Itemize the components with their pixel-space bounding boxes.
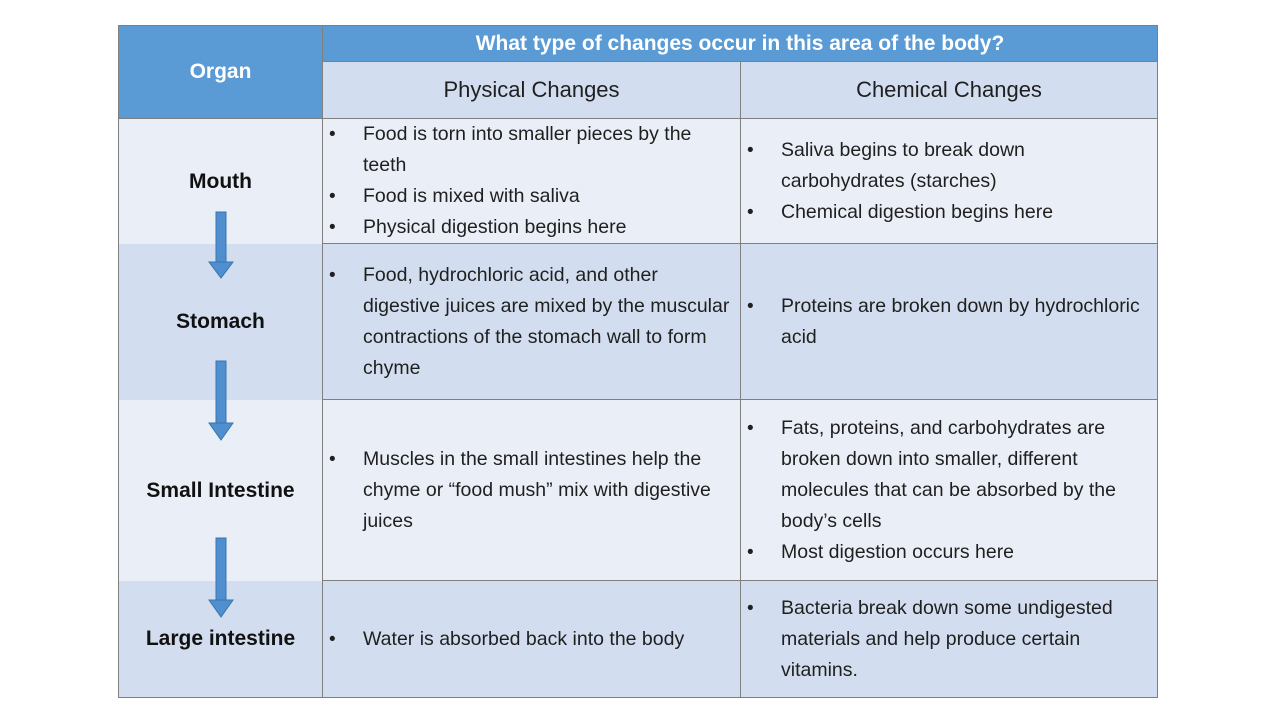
list-item: • Water is absorbed back into the body	[323, 624, 740, 655]
physical-cell-mouth	[323, 119, 741, 244]
organ-stomach: Stomach	[118, 244, 323, 400]
list-item: • Food is torn into smaller pieces by the teeth	[323, 119, 740, 181]
physical-cell-stomach	[323, 244, 741, 400]
question-header: What type of changes occur in this area of the body?	[323, 25, 1158, 62]
organ-column-header: Organ	[118, 25, 323, 119]
list-item: • Chemical digestion begins here	[741, 197, 1157, 228]
list-item: • Saliva begins to break down carbohydrates (starches)	[741, 135, 1157, 197]
physical-changes-header: Physical Changes	[323, 62, 741, 119]
list-item: • Physical digestion begins here	[323, 212, 740, 243]
list-item: • Proteins are broken down by hydrochloric acid	[741, 291, 1157, 353]
chemical-changes-header: Chemical Changes	[741, 62, 1158, 119]
list-item: • Most digestion occurs here	[741, 537, 1157, 568]
chemical-cell-mouth	[741, 119, 1158, 244]
list-item: • Food, hydrochloric acid, and other digestive juices are mixed by the muscular contractions of the stomach wall to form chyme	[323, 260, 740, 384]
list-item: • Fats, proteins, and carbohydrates are broken down into smaller, different molecules that can be absorbed by the body’s cells	[741, 413, 1157, 537]
organ-small-intestine: Small Intestine	[118, 400, 323, 581]
chemical-cell-large-intestine	[741, 581, 1158, 698]
list-item: • Bacteria break down some undigested materials and help produce certain vitamins.	[741, 593, 1157, 686]
organ-large-intestine: Large intestine	[118, 581, 323, 698]
physical-cell-small-intestine	[323, 400, 741, 581]
chemical-cell-small-intestine	[741, 400, 1158, 581]
digestion-table	[118, 25, 1158, 698]
chemical-cell-stomach	[741, 244, 1158, 400]
list-item: • Muscles in the small intestines help the chyme or “food mush” mix with digestive juices	[323, 444, 740, 537]
organ-mouth: Mouth	[118, 119, 323, 244]
physical-cell-large-intestine	[323, 581, 741, 698]
list-item: • Food is mixed with saliva	[323, 181, 740, 212]
